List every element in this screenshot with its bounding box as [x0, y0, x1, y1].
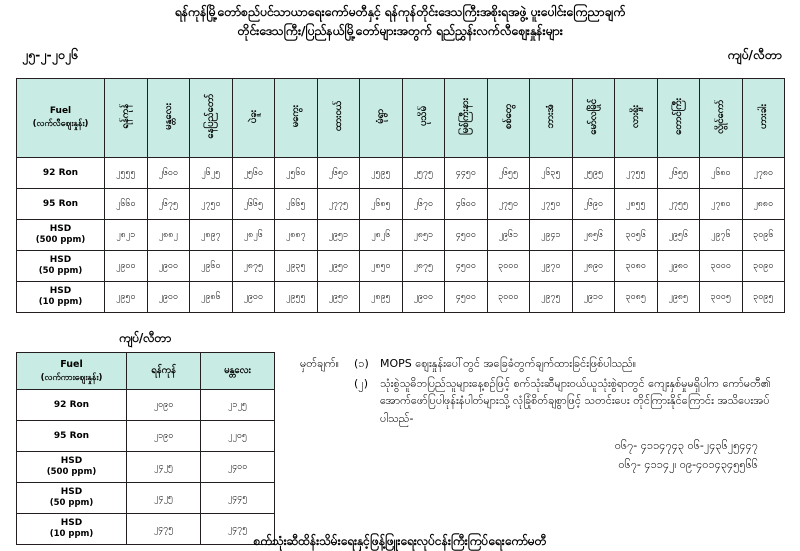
fuel-name-cell: [17, 390, 127, 421]
price-cell: ၄၅၀၀: [445, 220, 488, 251]
price-cell: ၂၉၀၀: [402, 282, 445, 313]
retail-price-table-wrapper: [16, 78, 785, 313]
city-column-header: [742, 79, 785, 158]
price-cell: ၂၉၅၁: [317, 220, 360, 251]
price-cell: ၂၄၇၅: [201, 514, 275, 545]
fuel-name-cell: [17, 282, 105, 313]
price-cell: ၂၁၉၀: [127, 421, 201, 452]
price-cell: ၂၆၅၅: [657, 158, 700, 189]
price-cell: ၂၉၈၀: [657, 251, 700, 282]
price-cell: ၂၉၇၀: [530, 251, 573, 282]
fuel-grade: (500 ppm): [35, 235, 86, 246]
city-name: တောင်ကြီး: [672, 98, 684, 135]
price-cell: ၂၆၂၅: [190, 158, 233, 189]
wholesale-price-table: [16, 352, 275, 545]
header-line-1: ရန်ကုန်မြို့တော်စည်ပင်သာယာရေးကော်မတီနှင့် ရန်ကုန်တိုင်းဒေသကြီးအစိုးရအဖွဲ့ ပူးပေါင်းကြေညာချက်: [174, 4, 626, 19]
note-text: MOPS ဈေးနှုန်းပေါ်တွင် အခြေခံတွက်ချက်ထားခြင်းဖြစ်ပါသည်။: [380, 357, 637, 370]
city-column-header: [190, 79, 233, 158]
price-cell: ၃၀၉၆: [742, 220, 785, 251]
fuel-name-cell: [17, 189, 105, 220]
table-row: [17, 483, 275, 514]
fuel-header-title: Fuel: [49, 105, 72, 116]
fuel-grade: (10 ppm): [38, 297, 83, 308]
city-column-header: [147, 79, 190, 158]
city-column-header: [700, 79, 743, 158]
city-name: မုံရွာ: [375, 109, 386, 124]
city-column-header: [445, 79, 488, 158]
price-cell: ၂၆၉၀: [572, 189, 615, 220]
price-cell: ၂၉၄၁: [530, 220, 573, 251]
price-cell: ၂၄၂၅: [127, 483, 201, 514]
price-cell: ၂၅၆၀: [275, 158, 318, 189]
fuel-grade: (500 ppm): [46, 467, 97, 478]
fuel-name-cell: [17, 483, 127, 514]
price-cell: ၂၇၅၅: [615, 158, 658, 189]
fuel-name-cell: [17, 421, 127, 452]
price-cell: ၃၀၀၅: [700, 282, 743, 313]
price-cell: ၂၈၉၀: [572, 251, 615, 282]
note-number: (၂): [354, 376, 368, 390]
city-name: ဘားအံ: [545, 104, 556, 129]
city-name: မကွေး: [290, 105, 301, 128]
price-cell: ၂၉၅၀: [317, 251, 360, 282]
price-cell: ၃၀၈၅: [615, 282, 658, 313]
table-row: [17, 251, 785, 282]
price-cell: ၂၈၂၆: [360, 220, 403, 251]
price-cell: ၄၅၀၀: [445, 251, 488, 282]
fuel-name: HSD: [60, 487, 83, 498]
fuel-name: 92 Ron: [42, 167, 79, 178]
city-column-header: [530, 79, 573, 158]
price-cell: ၂၉၅၀: [105, 282, 148, 313]
price-cell: ၂၇၈၀: [700, 189, 743, 220]
price-cell: ၂၈၈၂: [147, 220, 190, 251]
price-cell: ၂၄၄၅: [201, 483, 275, 514]
price-cell: ၂၅၉၅: [572, 158, 615, 189]
fuel-header-subtitle: (လက်လီဈေးနှုန်း): [32, 119, 89, 130]
price-cell: ၃၀၉၀: [742, 251, 785, 282]
price-cell: ၂၉၀၀: [105, 251, 148, 282]
price-cell: ၂၈၉၅: [360, 282, 403, 313]
contact-phone: ဝ၆၇- ၄၁၁၄၇၄၃ ဝ၆-၂၄၃၆၂၅၄၄၇: [614, 439, 758, 453]
price-cell: ၃၀၅၆: [615, 220, 658, 251]
price-cell: ၂၇၅၀: [487, 189, 530, 220]
price-cell: ၂၅၉၅: [360, 158, 403, 189]
price-cell: ၃၀၉၅: [742, 282, 785, 313]
price-cell: ၄၆၀၀: [445, 189, 488, 220]
fuel-name: HSD: [49, 224, 72, 235]
price-cell: ၂၆၆၅: [232, 189, 275, 220]
price-cell: ၃၀၀၀: [487, 282, 530, 313]
price-cell: ၂၆၇၅: [147, 189, 190, 220]
header-line-2: တိုင်းဒေသကြီး/ပြည်နယ်မြို့တော်များအတွက် ရည်ညွှန်းလက်လီဈေးနှုန်းများ: [237, 23, 563, 39]
city-name: လားရှိုး: [630, 104, 641, 129]
price-cell: ၂၅၇၅: [402, 158, 445, 189]
wholesale-unit-label: ကျပ်/လီတာ: [118, 331, 172, 345]
document-header: [0, 0, 800, 41]
price-cell: ၂၈၇၅: [402, 251, 445, 282]
fuel-grade: (50 ppm): [49, 498, 94, 509]
city-name: ထားဝယ်: [332, 101, 344, 132]
price-cell: ၄၄၅၀: [445, 158, 488, 189]
fuel-grade: (50 ppm): [38, 266, 83, 277]
table-row: [17, 220, 785, 251]
city-name: နေပြည်တော်: [205, 94, 216, 139]
price-cell: ၂၉၅၅: [275, 282, 318, 313]
price-cell: ၂၄၀၀: [201, 452, 275, 483]
city-name: ပဲခူး: [247, 109, 259, 124]
city-name: လွိုင်ကော်: [715, 99, 726, 134]
price-cell: ၂၆၅၅: [487, 158, 530, 189]
city-column-header: [657, 79, 700, 158]
price-cell: ၂၆၀၀: [147, 158, 190, 189]
price-cell: ၂၉၇၅: [530, 282, 573, 313]
fuel-name: HSD: [60, 518, 83, 529]
wholesale-city-column-header: မန္တလေး: [201, 353, 275, 390]
wholesale-city-column-header: ရန်ကုန်: [127, 353, 201, 390]
price-cell: ၂၆၇၀: [402, 189, 445, 220]
city-name: ပုသိမ်: [417, 106, 429, 127]
price-cell: ၂၉၀၀: [232, 282, 275, 313]
price-cell: ၂၈၇၅: [232, 251, 275, 282]
retail-price-table: [16, 78, 785, 313]
note-text: သုံးစွဲသူဓိဘပြည်သူများနေ့စဉ်ဖြင့် စက်သုံးဆီများဝယ်ယူသုံးစွဲရာတွင် ကျေးနှစ်မှုမရှိပါက ကော်မတီ၏ အောက်ဖော်ပြပါဖုန်းနံပါတ်များသို့ လုံခြုံစိတ်ချစွာဖြင့် သတင်းပေး တိုင်ကြားနိုင်ကြောင်း အသိပေးအပ်ပါသည်-: [380, 376, 771, 425]
price-cell: ၂၇၅၀: [190, 189, 233, 220]
fuel-name: 95 Ron: [42, 198, 79, 209]
price-cell: ၄၅၀၀: [445, 282, 488, 313]
note-number: (၁): [354, 357, 369, 370]
notes-label: မှတ်ချက်။: [300, 357, 340, 370]
fuel-name-cell: [17, 158, 105, 189]
contact-phone: ဝ၆၇- ၄၁၁၄၂၊ ၀၉-၄၀၁၄၃၄၅၅၆၆: [618, 458, 758, 472]
fuel-name: 92 Ron: [53, 399, 90, 410]
price-cell: ၂၆၃၅: [530, 158, 573, 189]
table-row: [17, 390, 275, 421]
city-column-header: [615, 79, 658, 158]
wholesale-header-row: [17, 353, 275, 390]
city-column-header: [487, 79, 530, 158]
price-cell: ၂၉၈၆: [190, 282, 233, 313]
price-cell: ၂၉၈၅: [657, 282, 700, 313]
fuel-name-cell: [17, 220, 105, 251]
price-cell: ၂၄၂၅: [127, 452, 201, 483]
price-cell: ၂၉၀၀: [147, 251, 190, 282]
fuel-column-header: [17, 79, 105, 158]
date-label: ၂၅-၂-၂၀၂၆: [22, 46, 79, 62]
city-column-header: [232, 79, 275, 158]
price-cell: ၂၉၅၆: [657, 220, 700, 251]
city-column-header: [360, 79, 403, 158]
city-name: မန္တလေး: [162, 103, 174, 130]
city-name: ရန်ကုန်: [120, 104, 131, 129]
wholesale-fuel-header-title: Fuel: [60, 358, 83, 370]
fuel-name-cell: [17, 452, 127, 483]
price-cell: ၂၆၈၀: [700, 158, 743, 189]
price-cell: ၃၀၈၀: [615, 251, 658, 282]
table-row: [17, 452, 275, 483]
footer-committee-name: စက်သုံးဆီထိန်းသိမ်းရေးနှင့်ဖြန့်ဖြူးရေးလုပ်ငန်းကြီးကြပ်ရေးကော်မတီ: [253, 534, 547, 548]
note-item: [300, 355, 790, 373]
city-column-header: [317, 79, 360, 158]
table-row: [17, 421, 275, 452]
price-cell: ၃၀၀၀: [487, 251, 530, 282]
city-name: စစ်တွေ: [502, 103, 514, 130]
price-cell: ၂၈၅၅: [615, 189, 658, 220]
price-cell: ၂၇၈၀: [742, 158, 785, 189]
price-cell: ၂၈၉၇: [190, 220, 233, 251]
table-row: [17, 158, 785, 189]
city-name: မော်လမြိုင်: [587, 98, 599, 135]
city-column-header: [402, 79, 445, 158]
table-row: [17, 282, 785, 313]
price-cell: ၂၈၅၁: [402, 220, 445, 251]
price-cell: ၂၉၁၀: [572, 282, 615, 313]
price-cell: ၂၈၅၆: [572, 220, 615, 251]
price-cell: ၂၈၈၇: [275, 220, 318, 251]
price-cell: ၂၆၆၀: [105, 189, 148, 220]
price-cell: ၂၆၆၅: [275, 189, 318, 220]
price-cell: ၂၂၀၅: [201, 421, 275, 452]
price-cell: ၂၉၅၀: [317, 282, 360, 313]
price-cell: ၂၆၈၅: [360, 189, 403, 220]
city-column-header: [275, 79, 318, 158]
price-cell: ၂၉၆၀: [190, 251, 233, 282]
fuel-name: HSD: [49, 255, 72, 266]
price-cell: ၂၈၂၆: [232, 220, 275, 251]
note-item: [300, 375, 790, 428]
city-name: မြစ်ကြီးနား: [460, 98, 471, 135]
fuel-grade: (10 ppm): [49, 529, 94, 540]
date-and-unit-row: [0, 41, 800, 68]
fuel-name: 95 Ron: [53, 430, 90, 441]
price-cell: ၂၈၂၁: [105, 220, 148, 251]
price-cell: ၂၇၅၀: [530, 189, 573, 220]
wholesale-fuel-column-header: [17, 353, 127, 390]
table-header-row: [17, 79, 785, 158]
price-cell: ၂၀၉၀: [127, 390, 201, 421]
price-cell: ၂၈၈၀: [742, 189, 785, 220]
price-cell: ၂၄၇၅: [127, 514, 201, 545]
wholesale-fuel-header-subtitle: (လက်ကားဈေးနှုန်း): [40, 372, 103, 383]
fuel-name: HSD: [60, 456, 83, 467]
price-cell: ၂၅၅၅: [105, 158, 148, 189]
unit-label: ကျပ်/လီတာ: [727, 46, 782, 62]
price-cell: ၃၀၀၀: [700, 251, 743, 282]
contact-phone-list: [300, 437, 790, 474]
price-cell: ၂၇၅၅: [657, 189, 700, 220]
price-cell: ၂၆၅၀: [317, 158, 360, 189]
price-cell: ၂၉၆၁: [487, 220, 530, 251]
price-cell: ၂၉၇၆: [700, 220, 743, 251]
fuel-name-cell: [17, 251, 105, 282]
price-cell: ၂၇၇၅: [317, 189, 360, 220]
city-column-header: [572, 79, 615, 158]
price-cell: ၂၉၀၀: [147, 282, 190, 313]
price-cell: ၂၈၅၀: [360, 251, 403, 282]
city-column-header: [105, 79, 148, 158]
price-cell: ၂၅၆၀: [232, 158, 275, 189]
city-name: ဟားခါး: [757, 103, 769, 129]
notes-block: [300, 355, 790, 475]
table-row: [17, 189, 785, 220]
fuel-name: HSD: [49, 286, 72, 297]
price-cell: ၂၁၂၅: [201, 390, 275, 421]
wholesale-price-table-wrapper: [16, 352, 275, 545]
price-cell: ၂၉၃၅: [275, 251, 318, 282]
